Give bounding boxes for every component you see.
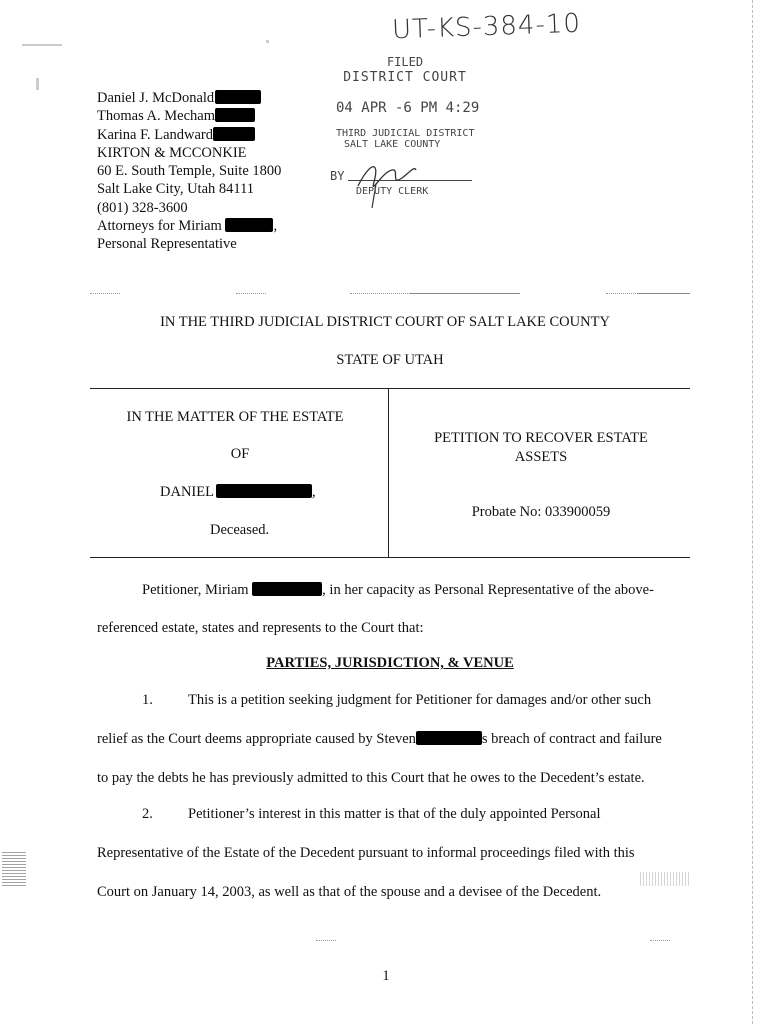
petition-title: PETITION TO RECOVER ESTATE ASSETS — [434, 430, 648, 465]
redaction — [216, 484, 312, 498]
stamp-district-court: DISTRICT COURT — [343, 70, 467, 85]
court-state: STATE OF UTAH — [336, 352, 444, 368]
attorney-block — [97, 89, 337, 254]
stamp-judicial-district: THIRD JUDICIAL DISTRICT — [336, 128, 475, 139]
stamp-by-label: BY — [330, 169, 345, 183]
caption-top-rule — [90, 388, 690, 389]
clerk-signature — [352, 152, 422, 212]
firm-name: KIRTON & MCCONKIE — [97, 144, 247, 161]
faint-rule — [316, 940, 336, 941]
redaction — [215, 90, 261, 104]
firm-address: 60 E. South Temple, Suite 1800 — [97, 163, 282, 180]
probate-number: Probate No: 033900059 — [471, 504, 611, 520]
attorney-role: Personal Representative — [97, 236, 237, 253]
attorney-line: Karina F. Landward — [97, 126, 337, 144]
faint-rule — [410, 293, 520, 294]
redaction — [416, 731, 482, 745]
scan-noise — [640, 872, 690, 886]
paragraph-1-line-3: to pay the debts he has previously admitted to this Court that he owes to the Decedent’s estate. — [97, 770, 645, 786]
stamp-county: SALT LAKE COUNTY — [344, 139, 441, 150]
caption-deceased: Deceased. — [210, 522, 270, 538]
caption-decedent-name: DANIEL , — [160, 484, 316, 500]
paragraph-1-number: 1. — [142, 692, 153, 708]
faint-rule — [350, 293, 410, 294]
caption-of: OF — [230, 446, 250, 462]
redaction — [215, 108, 255, 122]
filed-stamp — [330, 54, 480, 150]
scan-noise — [2, 852, 26, 886]
faint-rule — [236, 293, 266, 294]
intro-line-2: referenced estate, states and represents to the Court that: — [97, 620, 424, 636]
attorney-line: Daniel J. McDonald — [97, 89, 337, 107]
firm-city: Salt Lake City, Utah 84111 — [97, 181, 255, 198]
paragraph-2-line-1: Petitioner’s interest in this matter is that of the duly appointed Personal — [188, 806, 601, 822]
handwritten-case-number: UT-KS-384-10 — [391, 8, 582, 46]
paragraph-1-line-2: relief as the Court deems appropriate caused by Steven s breach of contract and failure — [97, 731, 662, 747]
scan-speck — [36, 78, 39, 90]
paragraph-2-line-2: Representative of the Estate of the Decedent pursuant to informal proceedings filed with this — [97, 845, 635, 861]
faint-rule — [606, 293, 638, 294]
paragraph-1-line-1: This is a petition seeking judgment for Petitioner for damages and/or other such — [188, 692, 652, 708]
paragraph-2-line-3: Court on January 14, 2003, as well as that of the spouse and a devisee of the Decedent. — [97, 884, 602, 900]
page-number: 1 — [382, 968, 390, 984]
caption-matter: IN THE MATTER OF THE ESTATE — [126, 409, 344, 425]
intro-line-1: Petitioner, Miriam , in her capacity as Personal Representative of the above- — [142, 582, 654, 598]
stamp-deputy-clerk: DEPUTY CLERK — [356, 186, 429, 197]
faint-rule — [90, 293, 120, 294]
attorney-line: Thomas A. Mecham — [97, 107, 337, 125]
section-heading: PARTIES, JURISDICTION, & VENUE — [266, 655, 514, 671]
caption-divider — [388, 388, 389, 558]
paragraph-2-number: 2. — [142, 806, 153, 822]
faint-rule — [638, 293, 690, 294]
scan-speck — [266, 40, 269, 43]
faint-rule — [650, 940, 670, 941]
firm-phone: (801) 328-3600 — [97, 199, 188, 216]
redaction — [213, 127, 255, 141]
court-name: IN THE THIRD JUDICIAL DISTRICT COURT OF SALT LAKE COUNTY — [160, 314, 610, 330]
redaction — [225, 218, 273, 232]
caption-bottom-rule — [90, 557, 690, 558]
scan-speck — [22, 44, 62, 46]
stamp-date: 04 APR -6 PM 4:29 — [336, 100, 480, 116]
stamp-filed: FILED — [386, 55, 424, 69]
scan-edge — [752, 0, 753, 1024]
redaction — [252, 582, 322, 596]
attorney-line: Attorneys for Miriam , — [97, 218, 278, 235]
